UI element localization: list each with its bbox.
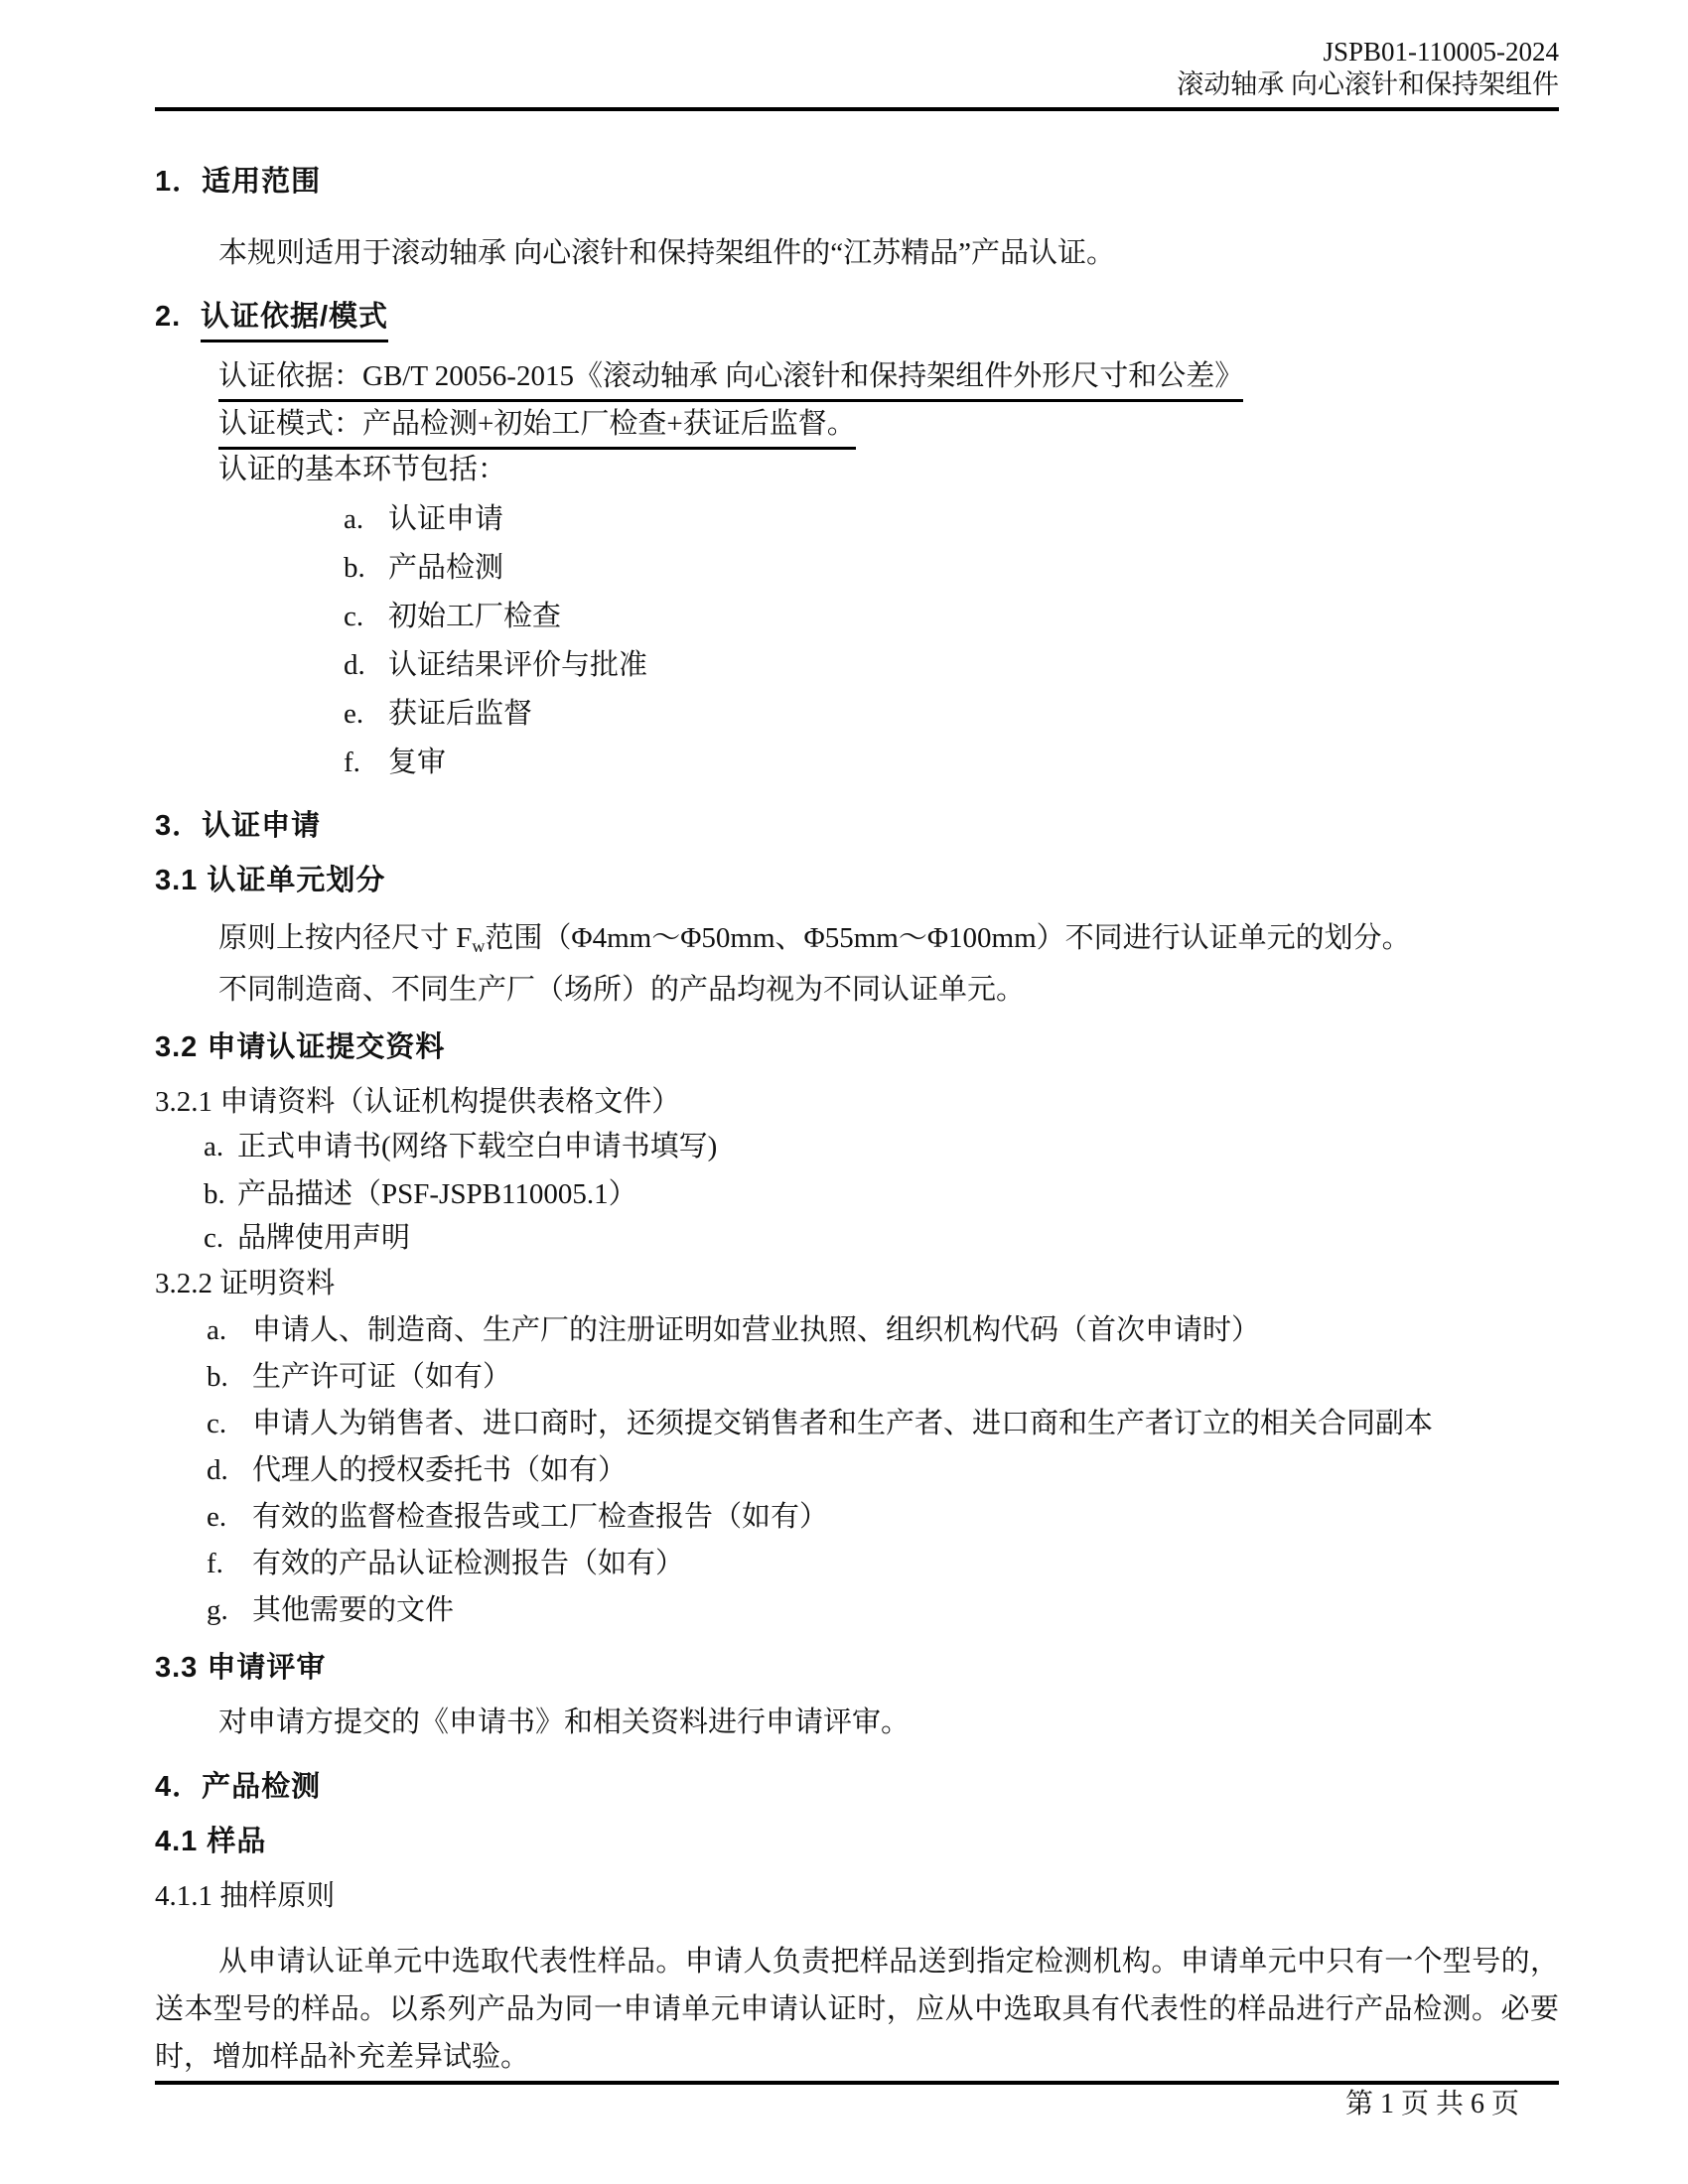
step-marker: c. — [344, 601, 364, 632]
unit-division-para-2: 不同制造商、不同生产厂（场所）的产品均视为不同认证单元。 — [218, 974, 1026, 1006]
step-marker: e. — [344, 698, 364, 730]
section-4-heading: 4．产品检测 — [155, 1771, 322, 1803]
proof-doc-item — [207, 1594, 1559, 1626]
certification-mode-row — [155, 408, 1559, 450]
item-marker: a. — [204, 1131, 224, 1162]
step-item — [344, 552, 1559, 584]
step-marker: d. — [344, 649, 365, 681]
section-3-1-heading: 3.1 认证单元划分 — [155, 865, 386, 896]
unit-division-para-1-prefix: 原则上按内径尺寸 F — [218, 922, 473, 954]
step-marker: f. — [344, 747, 360, 778]
item-marker: g. — [207, 1594, 228, 1626]
footer-rule — [155, 2081, 1559, 2085]
section-3-2-1-heading: 3.2.1 申请资料（认证机构提供表格文件） — [155, 1086, 681, 1118]
section-2-number: 2. — [155, 301, 182, 333]
document-header — [155, 36, 1559, 101]
proof-doc-item — [207, 1548, 1559, 1579]
item-marker: b. — [207, 1361, 228, 1393]
step-text: 复审 — [388, 747, 447, 778]
section-1-heading: 1．适用范围 — [155, 166, 322, 198]
item-text: 生产许可证（如有） — [252, 1361, 512, 1393]
item-text: 代理人的授权委托书（如有） — [252, 1454, 628, 1486]
proof-doc-item — [207, 1314, 1559, 1346]
application-doc-item — [204, 1178, 1559, 1210]
item-marker: c. — [207, 1408, 227, 1439]
item-text: 有效的监督检查报告或工厂检查报告（如有） — [252, 1501, 829, 1533]
item-text: 申请人为销售者、进口商时，还须提交销售者和生产者、进口商和生产者订立的相关合同副本 — [252, 1408, 1434, 1439]
section-4-1-heading: 4.1 样品 — [155, 1826, 267, 1857]
application-doc-item — [204, 1131, 1559, 1162]
item-marker: f. — [207, 1548, 223, 1579]
item-text: 品牌使用声明 — [237, 1222, 411, 1254]
doc-title: 滚动轴承 向心滚针和保持架组件 — [1177, 69, 1559, 99]
step-text: 认证结果评价与批准 — [388, 649, 648, 681]
step-item — [344, 503, 1559, 535]
section-2-title: 认证依据/模式 — [201, 301, 388, 342]
proof-doc-item — [207, 1408, 1559, 1439]
section-2-heading — [155, 301, 1559, 342]
doc-number: JSPB01-110005-2024 — [1323, 37, 1559, 67]
step-marker: b. — [344, 552, 365, 584]
step-text: 认证申请 — [388, 503, 504, 535]
section-3-3-body: 对申请方提交的《申请书》和相关资料进行申请评审。 — [218, 1706, 911, 1738]
step-item — [344, 747, 1559, 778]
certification-mode-line: 认证模式：产品检测+初始工厂检查+获证后监督。 — [218, 408, 856, 450]
section-3-3-heading: 3.3 申请评审 — [155, 1652, 327, 1684]
header-rule — [155, 107, 1559, 111]
page-number: 第 1 页 共 6 页 — [1344, 2089, 1519, 2119]
item-marker: d. — [207, 1454, 228, 1486]
unit-division-para-1 — [155, 922, 1559, 962]
step-marker: a. — [344, 503, 364, 535]
fw-subscript: w — [472, 936, 486, 956]
item-text: 其他需要的文件 — [252, 1594, 455, 1626]
sampling-para: 从申请认证单元中选取代表性样品。申请人负责把样品送到指定检测机构。申请单元中只有一个型号的，送本型号的样品。以系列产品为同一申请单元申请认证时，应从中选取具有代表性的样品进行产品检测。必要时，增加样品补充差异试验。 — [155, 1946, 1559, 2073]
application-doc-item — [204, 1222, 1559, 1254]
section-3-2-heading: 3.2 申请认证提交资料 — [155, 1031, 446, 1063]
item-marker: b. — [204, 1178, 225, 1210]
certification-basis-row — [155, 360, 1559, 402]
item-text: 有效的产品认证检测报告（如有） — [252, 1548, 685, 1579]
step-item — [344, 601, 1559, 632]
step-text: 获证后监督 — [388, 698, 533, 730]
item-text: 产品描述（PSF-JSPB110005.1） — [237, 1178, 637, 1210]
proof-doc-item — [207, 1361, 1559, 1393]
section-4-1-1-heading: 4.1.1 抽样原则 — [155, 1880, 336, 1912]
section-3-heading: 3．认证申请 — [155, 810, 322, 842]
proof-doc-item — [207, 1501, 1559, 1533]
section-1-body: 本规则适用于滚动轴承 向心滚针和保持架组件的“江苏精品”产品认证。 — [218, 237, 1115, 269]
item-marker: a. — [207, 1314, 227, 1346]
section-3-2-2-heading: 3.2.2 证明资料 — [155, 1268, 336, 1299]
certification-basis-line: 认证依据：GB/T 20056-2015《滚动轴承 向心滚针和保持架组件外形尺寸和公差》 — [218, 360, 1243, 402]
item-marker: c. — [204, 1222, 224, 1254]
unit-division-para-1-suffix: 范围（Φ4mm～Φ50mm、Φ55mm～Φ100mm）不同进行认证单元的划分。 — [485, 922, 1411, 954]
step-text: 产品检测 — [388, 552, 504, 584]
proof-doc-item — [207, 1454, 1559, 1486]
step-text: 初始工厂检查 — [388, 601, 562, 632]
steps-intro: 认证的基本环节包括： — [218, 454, 507, 485]
item-text: 正式申请书(网络下载空白申请书填写) — [237, 1131, 718, 1162]
step-item — [344, 698, 1559, 730]
item-text: 申请人、制造商、生产厂的注册证明如营业执照、组织机构代码（首次申请时） — [252, 1314, 1261, 1346]
item-marker: e. — [207, 1501, 227, 1533]
step-item — [344, 649, 1559, 681]
